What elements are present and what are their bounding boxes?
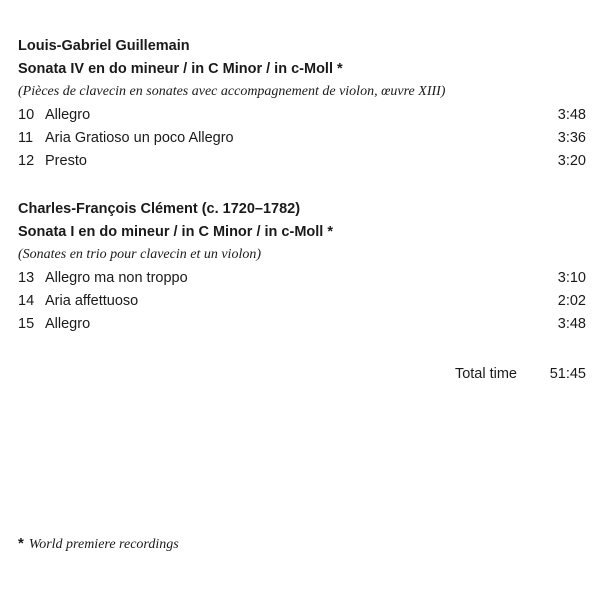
work-source: (Sonates en trio pour clavecin et un violon): [18, 247, 261, 262]
track-title: Aria affettuoso: [45, 293, 139, 309]
track-title: Allegro: [45, 316, 91, 332]
track-number: 10: [18, 107, 35, 123]
track-title: Allegro: [45, 107, 91, 123]
track-number: 11: [18, 130, 34, 146]
track-duration: 2:02: [557, 293, 586, 309]
track-row: [18, 105, 586, 125]
work-source: (Pièces de clavecin en sonates avec accompagnement de violon, œuvre XIII): [18, 84, 446, 99]
track-duration: 3:10: [557, 270, 586, 286]
footnote-mark: *: [18, 535, 24, 552]
track-title: Presto: [45, 153, 87, 169]
track-number: 14: [18, 293, 35, 309]
work-block-guillemain: [18, 36, 586, 171]
track-row: [18, 128, 586, 148]
total-time-value: 51:45: [549, 366, 586, 382]
track-number: 13: [18, 270, 35, 286]
total-time-label: Total time: [454, 366, 517, 382]
track-number: 15: [18, 316, 35, 332]
work-title: Sonata I en do mineur / in C Minor / in c-Moll *: [18, 224, 333, 240]
composer-name: Charles-François Clément (c. 1720–1782): [18, 201, 301, 217]
work-block-clement: [18, 199, 586, 334]
track-duration: 3:48: [557, 107, 586, 123]
track-row: [18, 268, 586, 288]
track-row: [18, 151, 586, 171]
track-number: 12: [18, 153, 35, 169]
total-time: [18, 364, 586, 384]
track-title: Allegro ma non troppo: [45, 270, 188, 286]
track-row: [18, 314, 586, 334]
track-duration: 3:20: [557, 153, 586, 169]
track-row: [18, 291, 586, 311]
footnote-text: World premiere recordings: [28, 537, 179, 552]
composer-name: Louis-Gabriel Guillemain: [18, 38, 190, 54]
track-title: Aria Gratioso un poco Allegro: [45, 130, 234, 146]
work-title: Sonata IV en do mineur / in C Minor / in c-Moll *: [18, 61, 343, 77]
footnote: [18, 534, 179, 555]
track-duration: 3:36: [557, 130, 586, 146]
track-duration: 3:48: [557, 316, 586, 332]
